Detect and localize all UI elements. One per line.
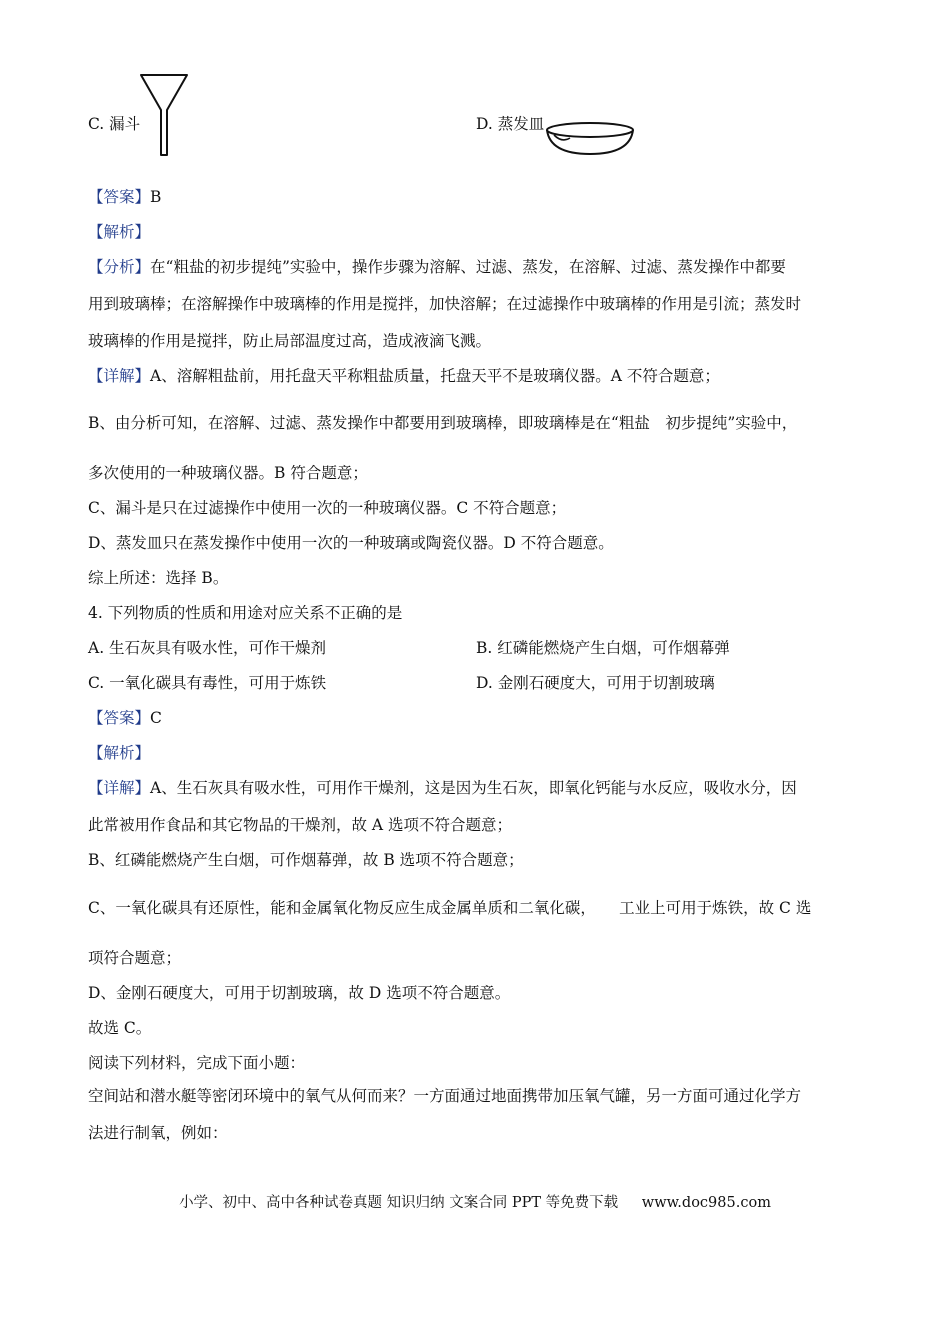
fenxi-tag: 【分析】: [88, 258, 151, 276]
q4-detail-b: B、红磷能燃烧产生白烟，可作烟幕弹，故 B 选项不符合题意；: [88, 851, 524, 869]
q3-analysis-tag: 【解析】: [88, 223, 151, 241]
answer-tag: 【答案】: [88, 188, 151, 206]
q4-stem: 4. 下列物质的性质和用途对应关系不正确的是: [88, 604, 403, 622]
q4-detail-c-line-2: 项符合题意；: [88, 949, 182, 967]
q3-detail-b-line-1: B、由分析可知，在溶解、过滤、蒸发操作中都要用到玻璃棒，即玻璃棒是在“粗盐 初步提纯”实验中，: [88, 414, 798, 432]
q3-summary: 综上所述：选择 B。: [88, 569, 229, 587]
q3-fenxi-line-1: [88, 257, 786, 277]
q4-detail-a-line-2: 此常被用作食品和其它物品的干燥剂，故 A 选项不符合题意；: [88, 816, 513, 834]
q3-detail-a: [88, 366, 720, 386]
option-c-funnel: C. 漏斗: [88, 115, 141, 133]
answer-value: C: [150, 709, 162, 727]
reading-line-1: 空间站和潜水艇等密闭环境中的氧气从何而来？一方面通过地面携带加压氧气罐，另一方面可通过化学方: [88, 1087, 802, 1105]
detail-text: A、溶解粗盐前，用托盘天平称粗盐质量，托盘天平不是玻璃仪器。A 不符合题意；: [150, 367, 720, 385]
q4-detail-c-line-1: C、一氧化碳具有还原性，能和金属氧化物反应生成金属单质和二氧化碳， 工业上可用于炼铁，故 C 选: [88, 899, 812, 917]
q3-detail-c: C、漏斗是只在过滤操作中使用一次的一种玻璃仪器。C 不符合题意；: [88, 499, 567, 517]
q4-option-a: A. 生石灰具有吸水性，可作干燥剂: [88, 639, 327, 657]
option-d-evaporating-dish: D. 蒸发皿: [476, 115, 545, 133]
q4-conclusion: 故选 C。: [88, 1019, 152, 1037]
q4-detail-d: D、金刚石硬度大，可用于切割玻璃，故 D 选项不符合题意。: [88, 984, 511, 1002]
q4-analysis-tag: 【解析】: [88, 744, 151, 762]
answer-value: B: [150, 188, 162, 206]
q4-answer: [88, 708, 162, 728]
footer-site-link[interactable]: www.doc985.com: [641, 1195, 771, 1211]
fenxi-text: 在“粗盐的初步提纯”实验中，操作步骤为溶解、过滤、蒸发，在溶解、过滤、蒸发操作中都要: [150, 258, 786, 276]
funnel-icon: [138, 72, 190, 158]
detail-tag: 【详解】: [88, 779, 151, 797]
q4-detail-a-line-1: [88, 778, 797, 798]
detail-text: A、生石灰具有吸水性，可用作干燥剂，这是因为生石灰，即氧化钙能与水反应，吸收水分，因: [150, 779, 797, 797]
q4-option-d: D. 金刚石硬度大，可用于切割玻璃: [476, 674, 715, 692]
footer-text: 小学、初中、高中各种试卷真题 知识归纳 文案合同 PPT 等免费下载: [179, 1195, 619, 1211]
q3-answer: [88, 187, 161, 207]
reading-line-2: 法进行制氧，例如：: [88, 1124, 228, 1142]
q3-fenxi-line-2: 用到玻璃棒；在溶解操作中玻璃棒的作用是搅拌，加快溶解；在过滤操作中玻璃棒的作用是引流；蒸发时: [88, 295, 802, 313]
q3-detail-d: D、蒸发皿只在蒸发操作中使用一次的一种玻璃或陶瓷仪器。D 不符合题意。: [88, 534, 614, 552]
evaporating-dish-icon: [544, 118, 636, 158]
answer-tag: 【答案】: [88, 709, 151, 727]
q3-detail-b-line-2: 多次使用的一种玻璃仪器。B 符合题意；: [88, 464, 368, 482]
q4-option-b: B. 红磷能燃烧产生白烟，可作烟幕弹: [476, 639, 730, 657]
reading-intro: 阅读下列材料，完成下面小题：: [88, 1054, 306, 1072]
detail-tag: 【详解】: [88, 367, 151, 385]
q4-option-c: C. 一氧化碳具有毒性，可用于炼铁: [88, 674, 327, 692]
page-footer: [0, 1191, 950, 1212]
q3-fenxi-line-3: 玻璃棒的作用是搅拌，防止局部温度过高，造成液滴飞溅。: [88, 332, 492, 350]
